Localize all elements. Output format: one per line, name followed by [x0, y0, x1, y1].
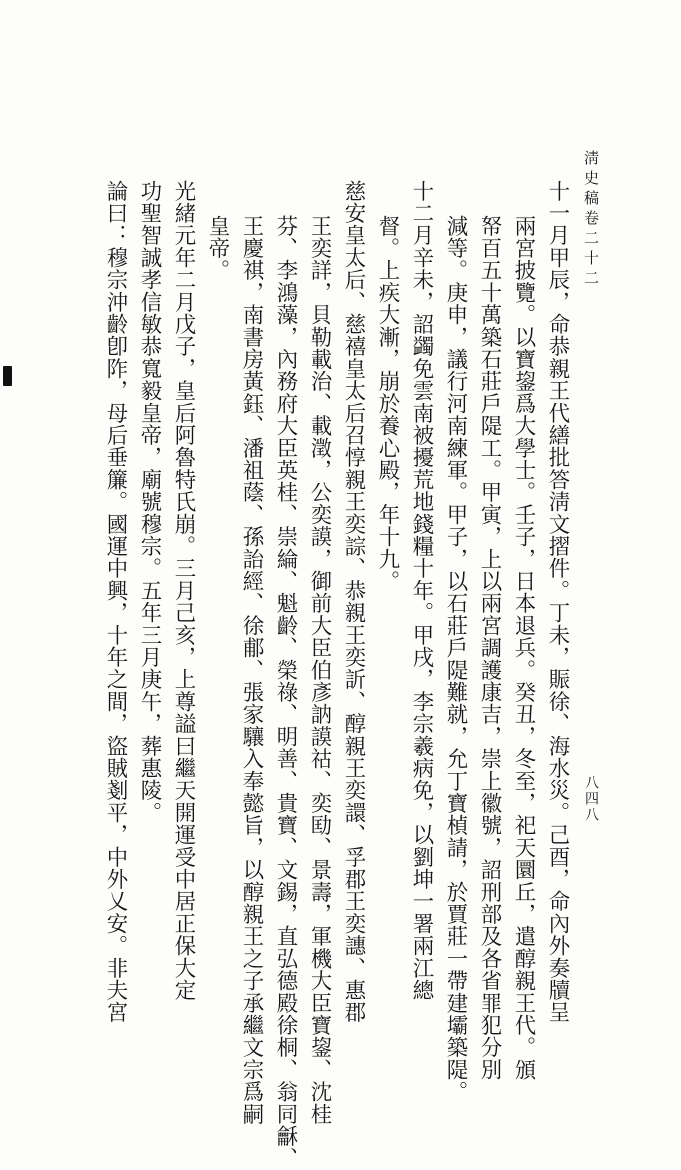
- text-column-10: 王慶祺，南書房黃鈺、潘祖蔭、孫詒經、徐郙、張家驤入奉懿旨，以醇親王之子承繼文宗爲嗣: [239, 215, 264, 1126]
- text-column-12: 光緒元年二月戊子，皇后阿魯特氏崩。三月己亥，上尊謚曰繼天開運受中居正保大定: [171, 180, 196, 1002]
- text-column-6: 督。上疾大漸，崩於養心殿，年十九。: [375, 215, 400, 593]
- binding-mark: [3, 366, 12, 386]
- text-column-7: 慈安皇太后、慈禧皇太后召惇親王奕誴、恭親王奕訢、醇親王奕譞、孚郡王奕譓、惠郡: [341, 180, 366, 1024]
- text-column-1: 十一月甲辰，命恭親王代繕批答淸文摺件。丁未，賑徐、海水災。己酉，命內外奏牘呈: [545, 180, 570, 1024]
- running-head: 淸史稿卷二十二: [582, 150, 600, 290]
- text-column-13: 功聖智誠孝信敏恭寬毅皇帝，廟號穆宗。五年三月庚午，葬惠陵。: [137, 180, 162, 824]
- text-column-4: 減等。庚申，議行河南練軍。甲子，以石莊戶隄難就，允丁寶楨請，於賈莊一帶建壩築隄。: [443, 215, 468, 1103]
- text-column-14: 論曰：穆宗沖齡卽阼，母后垂簾。國運中興，十年之間，盜賊剗平，中外乂安。非夫宮: [103, 180, 128, 1024]
- text-column-5: 十二月辛未，詔蠲免雲南被擾荒地錢糧十年。甲戌，李宗羲病免，以劉坤一署兩江總: [409, 180, 434, 1002]
- text-column-3: 帑百五十萬築石莊戶隄工。甲寅，上以兩宮調護康吉，崇上徽號，詔刑部及各省罪犯分別: [477, 215, 502, 1081]
- text-column-8: 王奕詳，貝勒載治、載澂，公奕謨，御前大臣伯彥訥謨祜、奕劻、景壽，軍機大臣寶鋆、沈桂: [307, 215, 332, 1126]
- text-column-2: 兩宮披覽。以寶鋆爲大學士。壬子，日本退兵。癸丑，冬至，祀天圜丘，遣醇親王代。頒: [511, 215, 536, 1081]
- text-column-9: 芬、李鴻藻，內務府大臣英桂、崇綸、魁齡、榮祿、明善、貴寶、文錫，直弘德殿徐桐、翁同龢、: [273, 215, 298, 1170]
- text-column-11: 皇帝。: [205, 215, 230, 282]
- page-number: 八四八: [583, 775, 599, 823]
